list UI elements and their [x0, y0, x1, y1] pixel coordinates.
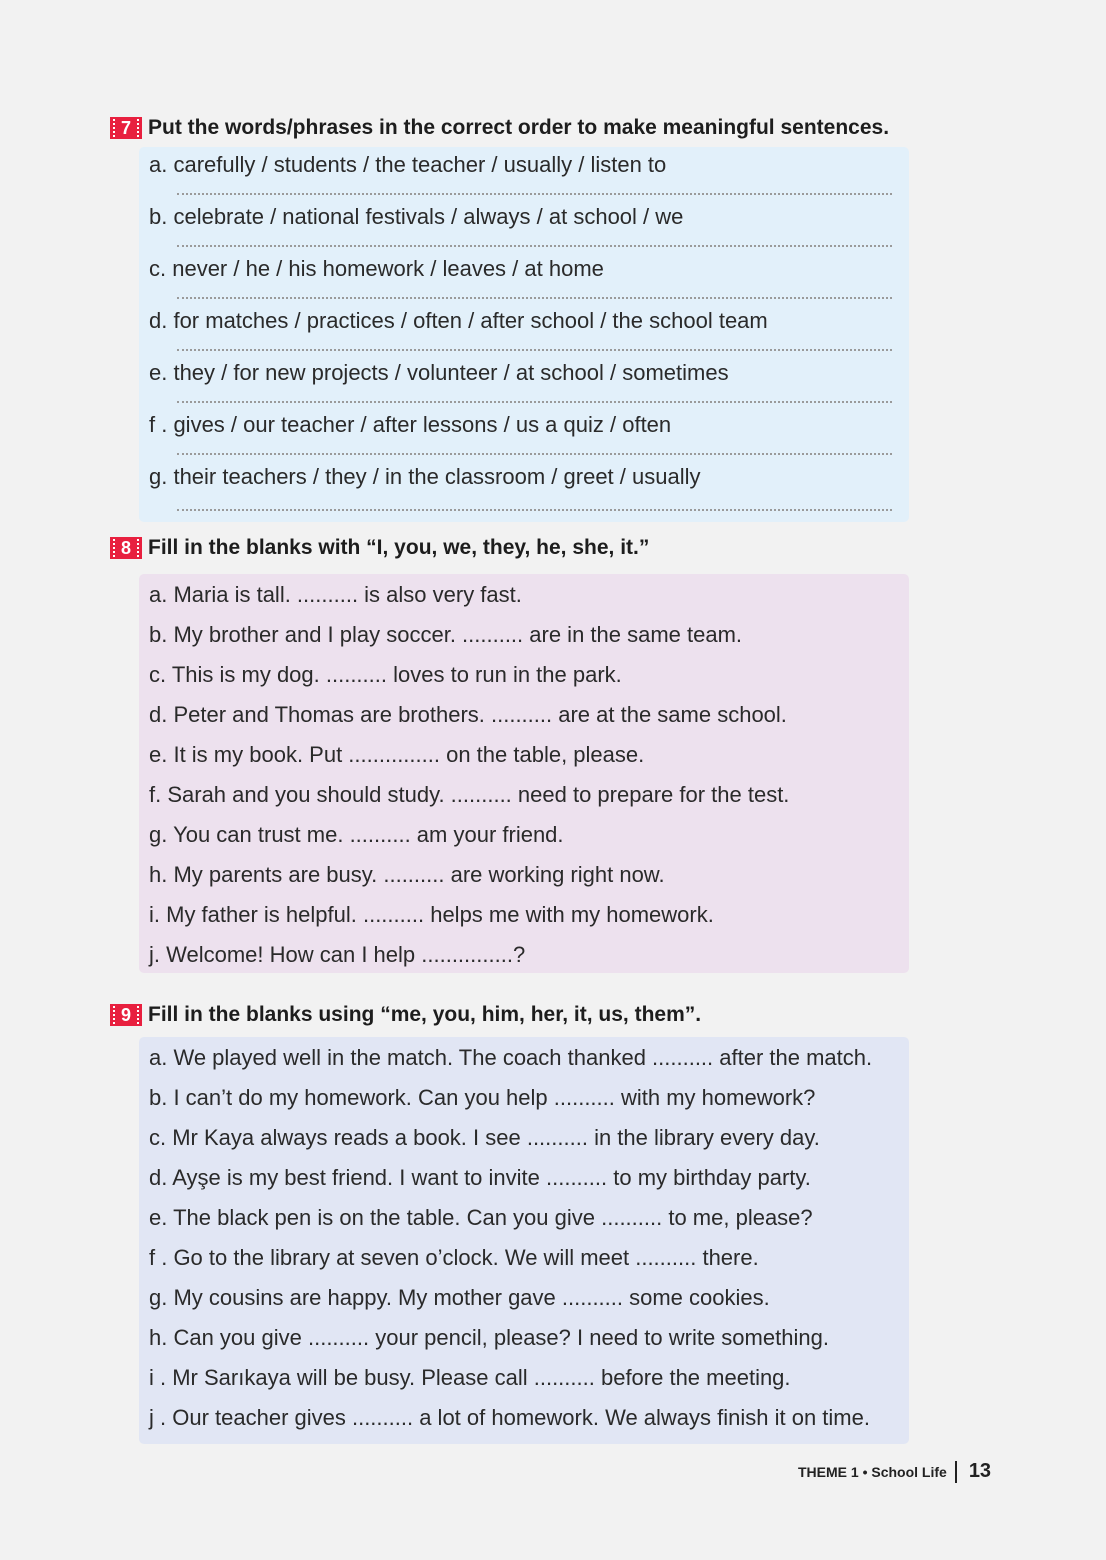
exercise-9-title: Fill in the blanks using “me, you, him, her, it, us, them”. — [148, 1003, 702, 1026]
exercise-8-box — [139, 574, 909, 973]
ex7-answer-line-e[interactable] — [177, 401, 892, 403]
ex8-item-a: a. Maria is tall. .......... is also very fast. — [149, 582, 522, 607]
ex9-item-f: f . Go to the library at seven o’clock. We will meet .......... there. — [149, 1245, 759, 1270]
ex7-item-a: a. carefully / students / the teacher / usually / listen to — [149, 152, 667, 177]
ex7-answer-line-g[interactable] — [177, 509, 892, 511]
page-footer — [798, 1460, 991, 1483]
exercise-7-box — [139, 147, 909, 522]
ex8-item-c: c. This is my dog. .......... loves to run in the park. — [149, 662, 622, 687]
ex9-item-a: a. We played well in the match. The coach thanked .......... after the match. — [149, 1045, 873, 1070]
exercise-7-title: Put the words/phrases in the correct order to make meaningful sentences. — [148, 116, 890, 139]
page-number: 13 — [968, 1460, 992, 1482]
footer-theme-label: THEME 1 • School Life — [798, 1463, 947, 1480]
footer-divider — [955, 1461, 957, 1483]
exercise-9-number-badge: 9 — [110, 1004, 142, 1026]
ex7-item-e: e. they / for new projects / volunteer / at school / sometimes — [149, 360, 729, 385]
exercise-8-number-badge: 8 — [110, 537, 142, 559]
ex7-item-b: b. celebrate / national festivals / always / at school / we — [149, 204, 684, 229]
ex8-item-f: f. Sarah and you should study. .......... need to prepare for the test. — [149, 782, 790, 807]
exercise-9-heading — [110, 1003, 701, 1027]
ex8-item-d: d. Peter and Thomas are brothers. .......... are at the same school. — [149, 702, 787, 727]
ex9-item-d: d. Ayşe is my best friend. I want to invite .......... to my birthday party. — [149, 1165, 811, 1190]
ex9-item-e: e. The black pen is on the table. Can you give .......... to me, please? — [149, 1205, 813, 1230]
ex9-item-b: b. I can’t do my homework. Can you help .......... with my homework? — [149, 1085, 816, 1110]
exercise-9-box — [139, 1037, 909, 1444]
ex9-item-c: c. Mr Kaya always reads a book. I see .......... in the library every day. — [149, 1125, 820, 1150]
ex7-item-f: f . gives / our teacher / after lessons / us a quiz / often — [149, 412, 672, 437]
exercise-8-heading — [110, 536, 649, 560]
ex7-item-c: c. never / he / his homework / leaves / at home — [149, 256, 604, 281]
ex8-item-e: e. It is my book. Put ............... on the table, please. — [149, 742, 645, 767]
exercise-7-number-badge: 7 — [110, 117, 142, 139]
ex7-answer-line-f[interactable] — [177, 453, 892, 455]
ex7-item-d: d. for matches / practices / often / after school / the school team — [149, 308, 768, 333]
exercise-7-heading — [110, 116, 889, 140]
ex9-item-h: h. Can you give .......... your pencil, please? I need to write something. — [149, 1325, 829, 1350]
ex8-item-g: g. You can trust me. .......... am your friend. — [149, 822, 564, 847]
ex7-answer-line-c[interactable] — [177, 297, 892, 299]
ex7-answer-line-a[interactable] — [177, 193, 892, 195]
ex8-item-j: j. Welcome! How can I help ...............? — [149, 942, 526, 967]
exercise-8-title: Fill in the blanks with “I, you, we, they, he, she, it.” — [148, 536, 650, 559]
ex7-answer-line-b[interactable] — [177, 245, 892, 247]
ex7-answer-line-d[interactable] — [177, 349, 892, 351]
ex8-item-h: h. My parents are busy. .......... are working right now. — [149, 862, 665, 887]
ex8-item-i: i. My father is helpful. .......... helps me with my homework. — [149, 902, 714, 927]
ex8-item-b: b. My brother and I play soccer. .......... are in the same team. — [149, 622, 743, 647]
ex9-item-i: i . Mr Sarıkaya will be busy. Please call .......... before the meeting. — [149, 1365, 791, 1390]
ex7-item-g: g. their teachers / they / in the classroom / greet / usually — [149, 464, 701, 489]
ex9-item-g: g. My cousins are happy. My mother gave .......... some cookies. — [149, 1285, 770, 1310]
ex9-item-j: j . Our teacher gives .......... a lot of homework. We always finish it on time. — [149, 1405, 870, 1430]
